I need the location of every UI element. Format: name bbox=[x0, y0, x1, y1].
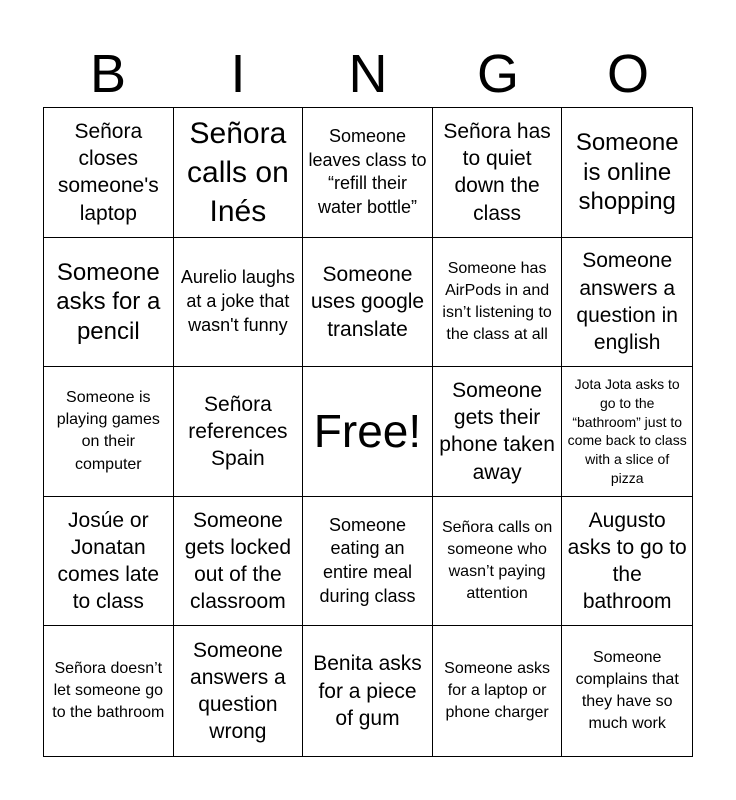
cell-text: Someone gets locked out of the classroom bbox=[184, 508, 291, 614]
cell-text: Someone uses google translate bbox=[310, 262, 425, 341]
bingo-cell[interactable] bbox=[562, 108, 692, 238]
header-letter-n: N bbox=[348, 44, 388, 104]
bingo-cell[interactable] bbox=[562, 626, 692, 756]
cell-text: Someone asks for a laptop or phone charger bbox=[444, 660, 551, 722]
cell-text: Jota Jota asks to go to the “bathroom” just to come back to class with a slice of pizza bbox=[567, 375, 687, 487]
bingo-cell[interactable] bbox=[303, 238, 433, 368]
cell-text: Someone eating an entire meal during class bbox=[319, 514, 416, 606]
bingo-cell[interactable] bbox=[562, 497, 692, 627]
bingo-cell[interactable] bbox=[44, 108, 174, 238]
cell-text: Señora references Spain bbox=[188, 392, 288, 471]
bingo-cell[interactable] bbox=[433, 108, 563, 238]
cell-text: Señora closes someone's laptop bbox=[57, 119, 159, 225]
bingo-cell[interactable] bbox=[44, 626, 174, 756]
bingo-cell[interactable] bbox=[174, 367, 304, 497]
cell-text: Someone is online shopping bbox=[575, 129, 679, 215]
cell-text: Señora calls on Inés bbox=[187, 116, 289, 228]
bingo-cell[interactable] bbox=[303, 626, 433, 756]
bingo-cell[interactable] bbox=[174, 497, 304, 627]
bingo-cell[interactable] bbox=[562, 367, 692, 497]
header-letter-g: G bbox=[476, 44, 519, 104]
cell-text: Benita asks for a piece of gum bbox=[313, 652, 422, 730]
free-space-text: Free! bbox=[313, 405, 422, 458]
cell-text: Señora has to quiet down the class bbox=[443, 119, 551, 225]
cell-text: Josúe or Jonatan comes late to class bbox=[57, 508, 160, 614]
header-letter-o: O bbox=[606, 44, 649, 104]
bingo-cell[interactable] bbox=[44, 238, 174, 368]
cell-text: Someone asks for a pencil bbox=[56, 258, 161, 345]
bingo-cell[interactable] bbox=[303, 108, 433, 238]
bingo-cell[interactable] bbox=[174, 626, 304, 756]
bingo-cell[interactable] bbox=[433, 626, 563, 756]
header-letter-b: B bbox=[89, 44, 127, 104]
cell-text: Someone is playing games on their computer bbox=[56, 389, 160, 473]
bingo-cell[interactable] bbox=[433, 497, 563, 627]
cell-text: Augusto asks to go to the bathroom bbox=[567, 508, 687, 614]
cell-text: Señora doesn’t let someone go to the bathroom bbox=[52, 660, 165, 722]
bingo-cell[interactable] bbox=[44, 497, 174, 627]
cell-text: Someone leaves class to “refill their water bottle” bbox=[308, 125, 427, 218]
bingo-cell[interactable] bbox=[44, 367, 174, 497]
bingo-cell[interactable] bbox=[174, 108, 304, 238]
cell-text: Someone has AirPods in and isn’t listening to the class at all bbox=[442, 259, 552, 343]
cell-text: Señora calls on someone who wasn’t paying attention bbox=[441, 518, 553, 603]
bingo-board bbox=[43, 107, 693, 757]
cell-text: Someone complains that they have so much work bbox=[575, 649, 679, 733]
header-letter-i: I bbox=[230, 44, 246, 104]
bingo-cell[interactable] bbox=[303, 497, 433, 627]
bingo-cell[interactable] bbox=[562, 238, 692, 368]
bingo-header bbox=[43, 42, 693, 106]
cell-text: Someone gets their phone taken away bbox=[439, 378, 555, 484]
bingo-cell[interactable] bbox=[174, 238, 304, 368]
cell-text: Someone answers a question in english bbox=[576, 249, 678, 355]
free-space[interactable] bbox=[303, 367, 433, 497]
cell-text: Aurelio laughs at a joke that wasn't funny bbox=[180, 267, 295, 335]
cell-text: Someone answers a question wrong bbox=[190, 638, 286, 744]
bingo-cell[interactable] bbox=[433, 238, 563, 368]
bingo-cell[interactable] bbox=[433, 367, 563, 497]
